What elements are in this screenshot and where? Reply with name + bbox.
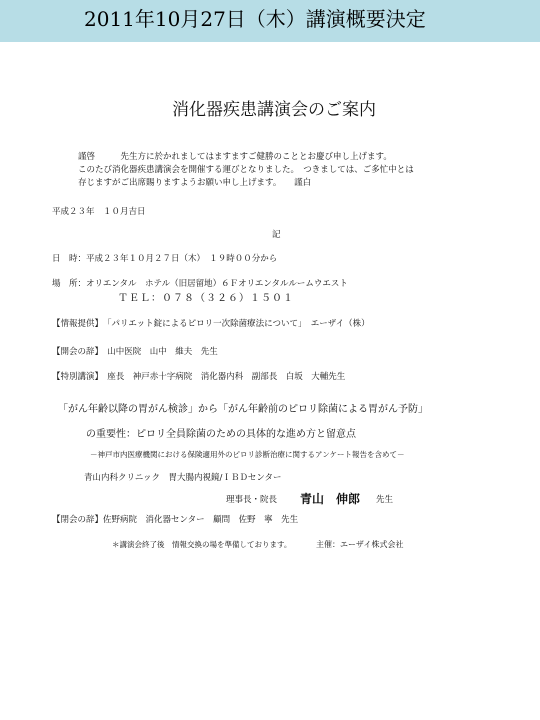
document-page bbox=[0, 42, 540, 720]
footer-note: ＊講演会終了後 情報交換の場を準備しております。 bbox=[112, 540, 292, 549]
info-provision: 【情報提供】 「パリエット錠によるピロリ一次除菌療法について」 エーザイ（株） bbox=[52, 319, 370, 329]
event-datetime: 日 時：平成２３年１０月２７日（木） １９時００分から bbox=[52, 254, 278, 264]
document-date: 平成２３年 １０月吉日 bbox=[52, 207, 146, 217]
lecture-note: －神戸市内医療機関における保険適用外のピロリ診断治療に関するアンケート報告を含めて－ bbox=[90, 450, 405, 459]
banner-title: 2011年10月27日（木）講演概要決定 bbox=[84, 7, 426, 31]
speaker-name: 青山 伸郎 bbox=[300, 492, 361, 506]
closing-remarks: 【閉会の辞】佐野病院 消化器センター 顧問 佐野 寧 先生 bbox=[52, 515, 299, 525]
sponsor: 主催：エーザイ株式会社 bbox=[316, 540, 404, 549]
document-title: 消化器疾患講演会のご案内 bbox=[172, 100, 376, 120]
greeting-line-3: 存じますがご出席賜りますようお願い申し上げます。 謹白 bbox=[78, 178, 312, 188]
venue-telephone: ＴＥＬ：０７８（３２６）１５０１ bbox=[118, 293, 294, 304]
lecture-subtitle: の重要性：ピロリ全員除菌のための具体的な進め方と留意点 bbox=[86, 429, 356, 440]
speaker-honorific: 先生 bbox=[376, 495, 394, 505]
ki-marker: 記 bbox=[272, 230, 281, 240]
opening-remarks: 【開会の辞】 山中医院 山中 維夫 先生 bbox=[52, 347, 218, 357]
header-banner bbox=[0, 0, 540, 42]
special-lecture: 【特別講演】 座長 神戸赤十字病院 消化器内科 副部長 白坂 大輔先生 bbox=[52, 372, 346, 382]
greeting-line-1: 謹啓 先生方に於かれましてはますますご健勝のこととお慶び申し上げます。 bbox=[78, 152, 392, 162]
speaker-affiliation: 青山内科クリニック 胃大腸内視鏡/ＩＢＤセンター bbox=[84, 473, 282, 483]
speaker-role: 理事長・院長 bbox=[226, 495, 278, 505]
greeting-line-2: このたび消化器疾患講演会を開催する運びとなりました。 つきましては、ご多忙中とは bbox=[78, 165, 414, 175]
lecture-title: 「がん年齢以降の胃がん検診」から「がん年齢前のピロリ除菌による胃がん予防」 bbox=[58, 404, 428, 415]
event-venue: 場 所：オリエンタル ホテル（旧居留地）６Ｆオリエンタルルームウエスト bbox=[52, 279, 348, 289]
